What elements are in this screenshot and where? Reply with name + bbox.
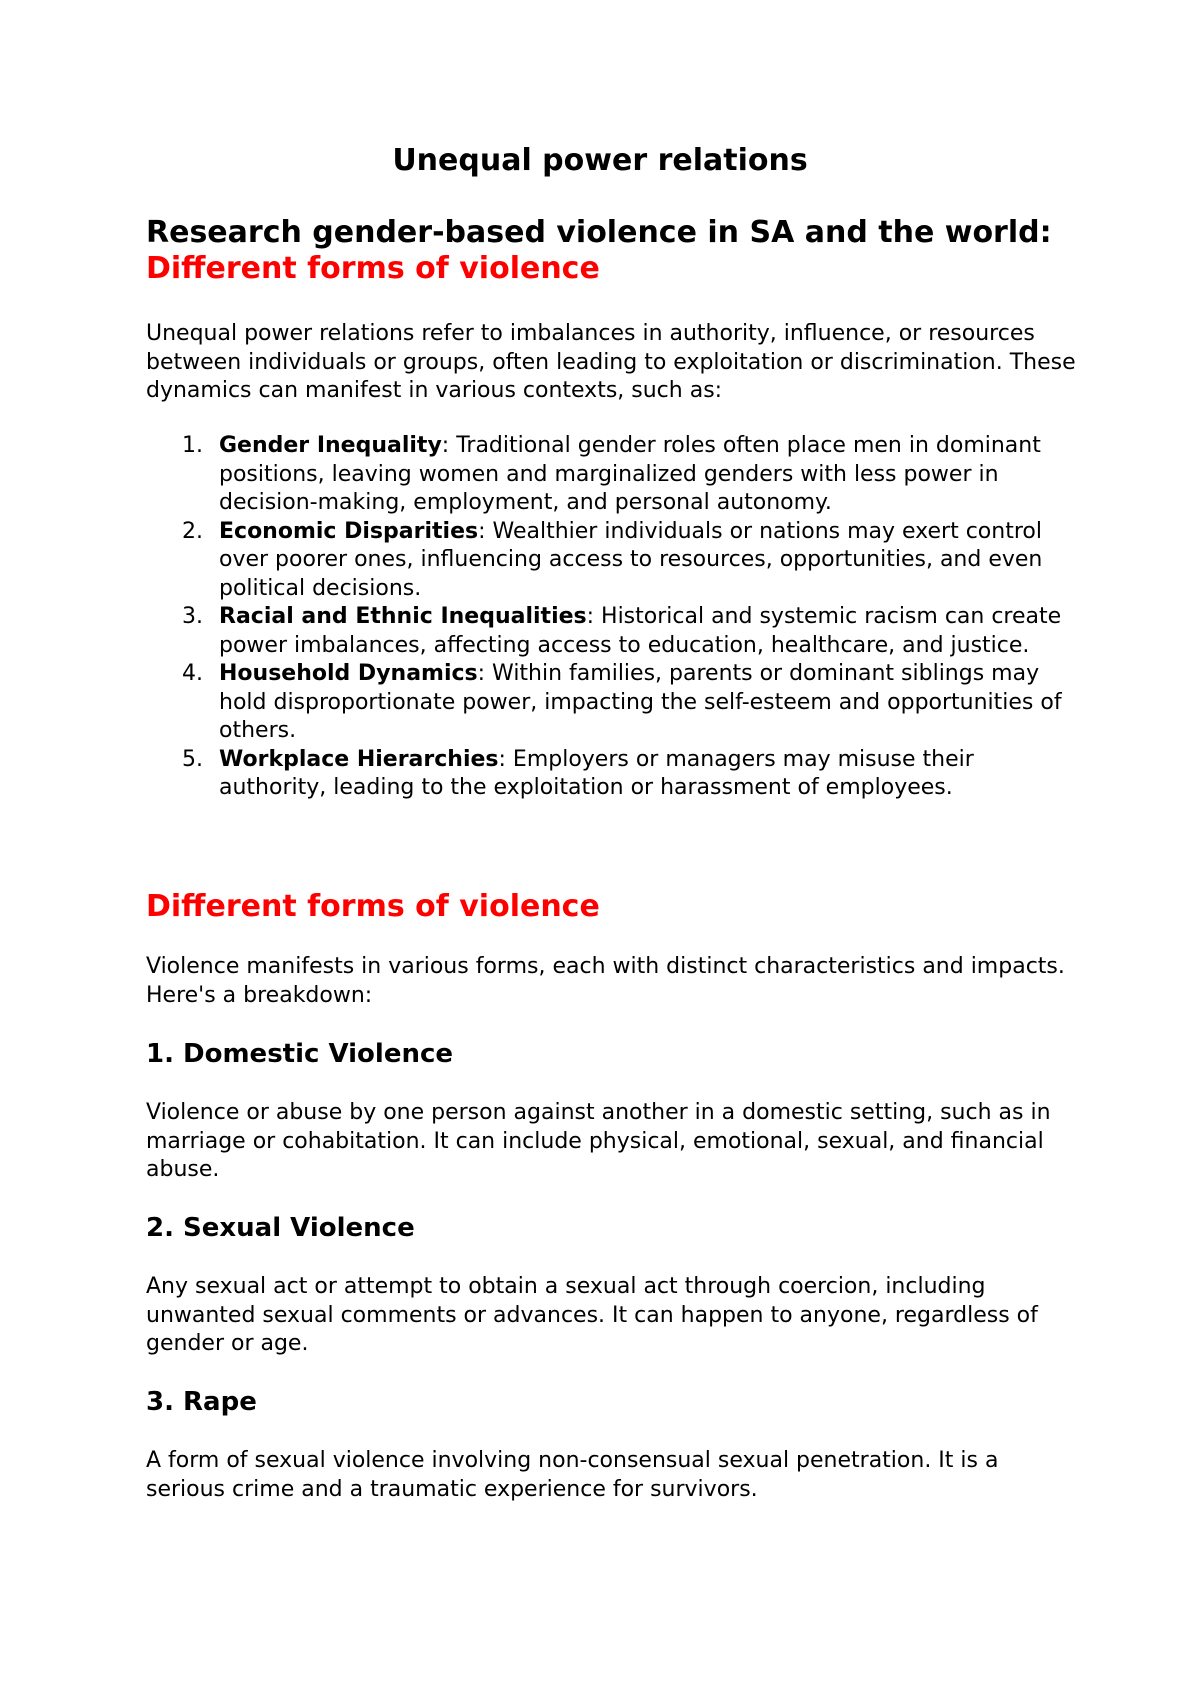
intro-paragraph: Unequal power relations refer to imbalances in authority, influence, or resources between individuals or groups, often leading to exploitation or discrimination. These dynamics can manifest in various contexts, such as: xyxy=(146,321,1076,403)
research-heading-highlight: Different forms of violence xyxy=(146,251,600,286)
list-term: Household Dynamics xyxy=(219,661,478,686)
list-item xyxy=(146,518,1076,604)
section-heading-sexual: 2. Sexual Violence xyxy=(146,1213,415,1243)
list-number: 2. xyxy=(182,518,203,544)
forms-heading: Different forms of violence xyxy=(146,889,600,924)
list-text: : Wealthier individuals or nations may exert control over poorer ones, influencing access to resources, opportunities, and even political decisions. xyxy=(219,518,1043,601)
section-heading-domestic: 1. Domestic Violence xyxy=(146,1039,454,1069)
section-body-rape: A form of sexual violence involving non-consensual sexual penetration. It is a serious crime and a traumatic experience for survivors. xyxy=(146,1448,999,1502)
list-term: Racial and Ethnic Inequalities xyxy=(219,604,587,629)
research-heading-prefix: Research gender-based violence in SA and the world: xyxy=(146,215,1052,250)
section-body-sexual: Any sexual act or attempt to obtain a sexual act through coercion, including unwanted sexual comments or advances. It can happen to anyone, regardless of gender or age. xyxy=(146,1274,1038,1356)
list-term: Economic Disparities xyxy=(219,518,479,544)
section-heading-rape: 3. Rape xyxy=(146,1387,257,1417)
list-number: 3. xyxy=(182,604,203,629)
research-heading xyxy=(146,215,1076,287)
list-text: : Historical and systemic racism can create power imbalances, affecting access to education, healthcare, and justice. xyxy=(219,604,1062,658)
forms-intro: Violence manifests in various forms, each with distinct characteristics and impacts. Here's a breakdown: xyxy=(146,954,1065,1008)
list-term: Workplace Hierarchies xyxy=(219,746,499,772)
list-item xyxy=(146,432,1076,518)
list-item xyxy=(146,660,1076,746)
list-text: : Employers or managers may misuse their authority, leading to the exploitation or harassment of employees. xyxy=(219,746,974,800)
list-number: 1. xyxy=(182,433,203,458)
document-title: Unequal power relations xyxy=(392,143,808,178)
list-number: 5. xyxy=(182,746,203,772)
list-number: 4. xyxy=(182,661,203,686)
list-item xyxy=(146,603,1076,660)
section-body-domestic: Violence or abuse by one person against another in a domestic setting, such as in marriage or cohabitation. It can include physical, emotional, sexual, and financial abuse. xyxy=(146,1100,1051,1182)
list-term: Gender Inequality xyxy=(219,433,442,458)
list-text: : Within families, parents or dominant siblings may hold disproportionate power, impacting the self-esteem and opportunities of others. xyxy=(219,661,1062,743)
inequality-list xyxy=(146,432,1076,803)
list-item xyxy=(146,746,1076,803)
list-text: : Traditional gender roles often place men in dominant positions, leaving women and marginalized genders with less power in decision-making, employment, and personal autonomy. xyxy=(219,433,1041,515)
